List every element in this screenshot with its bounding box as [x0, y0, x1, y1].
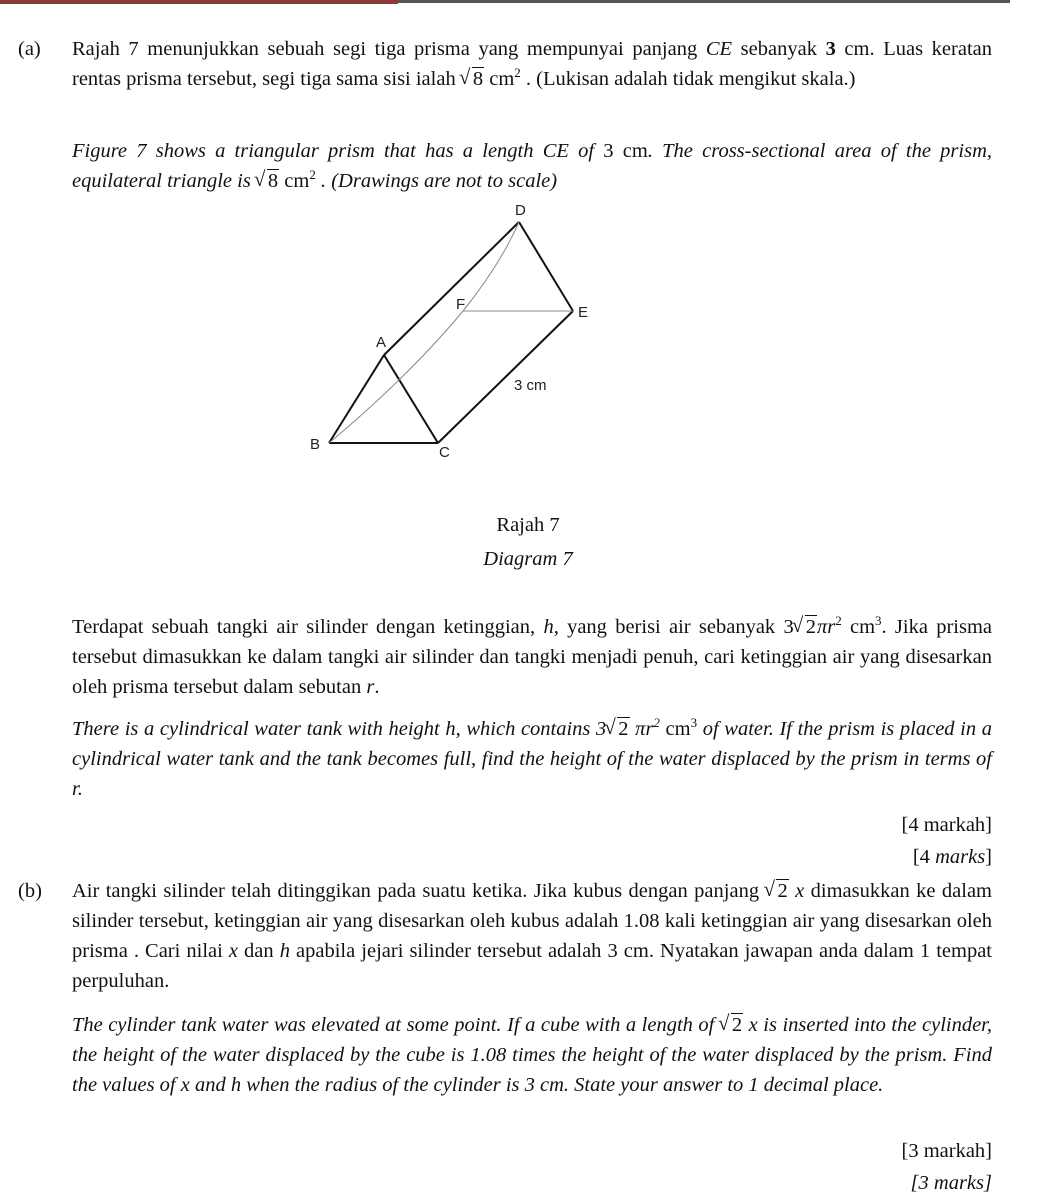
part-b-marks-malay: [3 markah] [901, 1140, 992, 1162]
vertex-f-label: F [456, 296, 466, 313]
prism-diagram [300, 195, 620, 465]
diagram-caption-english: Diagram 7 [483, 548, 573, 570]
vertex-c-label: C [439, 444, 450, 461]
page-top-accent [0, 0, 398, 4]
part-a-marks-english: [4 marks] [912, 846, 992, 868]
part-b-marks-english: [3 marks] [910, 1172, 992, 1194]
part-a-malay-intro: Rajah 7 menunjukkan sebuah segi tiga prisma yang mempunyai panjang CE sebanyak 3 cm. Luas keratan rentas prisma tersebut, segi tiga sama sisi ialah √ 8 $cm^2$ . (Lukisan adalah tidak mengikut skala.) [72, 34, 992, 94]
vertex-a-label: A [376, 334, 387, 351]
part-a-question-english: There is a cylindrical water tank with height h, which contains 3 √ 2 $\pi r^2$ $cm^3$ of water. If the prism is placed in a cylindrical water tank and the tank becomes full, find the height of the water displaced by the prism in terms of r. [72, 714, 992, 804]
part-b-english: The cylinder tank water was elevated at some point. If a cube with a length of √ 2 x is inserted into the cylinder, the height of the water displaced by the cube is 1.08 times the height of the water displaced by the prism. Find the values of x and h when the radius of the cylinder is 3 cm. State your answer to 1 decimal place. [72, 1010, 992, 1100]
part-a-english-intro: Figure 7 shows a triangular prism that has a length CE of 3 cm. The cross-sectional area of the prism, equilateral triangle is √ 8 $cm^2$ . (Drawings are not to scale) [72, 136, 992, 196]
vertex-e-label: E [578, 304, 589, 321]
part-a-marks-malay: [4 markah] [901, 814, 992, 836]
page-top-rule [0, 0, 1010, 3]
vertex-d-label: D [515, 202, 526, 219]
part-a-question-malay: Terdapat sebuah tangki air silinder dengan ketinggian, h, yang berisi air sebanyak 3 √ $2\pi r^2$ $cm^3$. Jika prisma tersebut dimasukkan ke dalam tangki air silinder dan tangki menjadi penuh, cari ketinggian air yang disesarkan oleh prisma tersebut dalam sebutan r. [72, 612, 992, 702]
part-b-label: (b) [18, 880, 42, 902]
vertex-b-label: B [310, 436, 321, 453]
diagram-caption-malay: Rajah 7 [496, 514, 560, 536]
part-a-label: (a) [18, 38, 41, 60]
length-label: 3 cm [514, 377, 547, 394]
part-b-malay: Air tangki silinder telah ditinggikan pada suatu ketika. Jika kubus dengan panjang √ 2 x dimasukkan ke dalam silinder tersebut, ketinggian air yang disesarkan oleh kubus adalah 1.08 kali ketinggian air yang disesarkan oleh prisma . Cari nilai x dan h apabila jejari silinder tersebut adalah 3 cm. Nyatakan jawapan anda dalam 1 tempat perpuluhan. [72, 876, 992, 996]
